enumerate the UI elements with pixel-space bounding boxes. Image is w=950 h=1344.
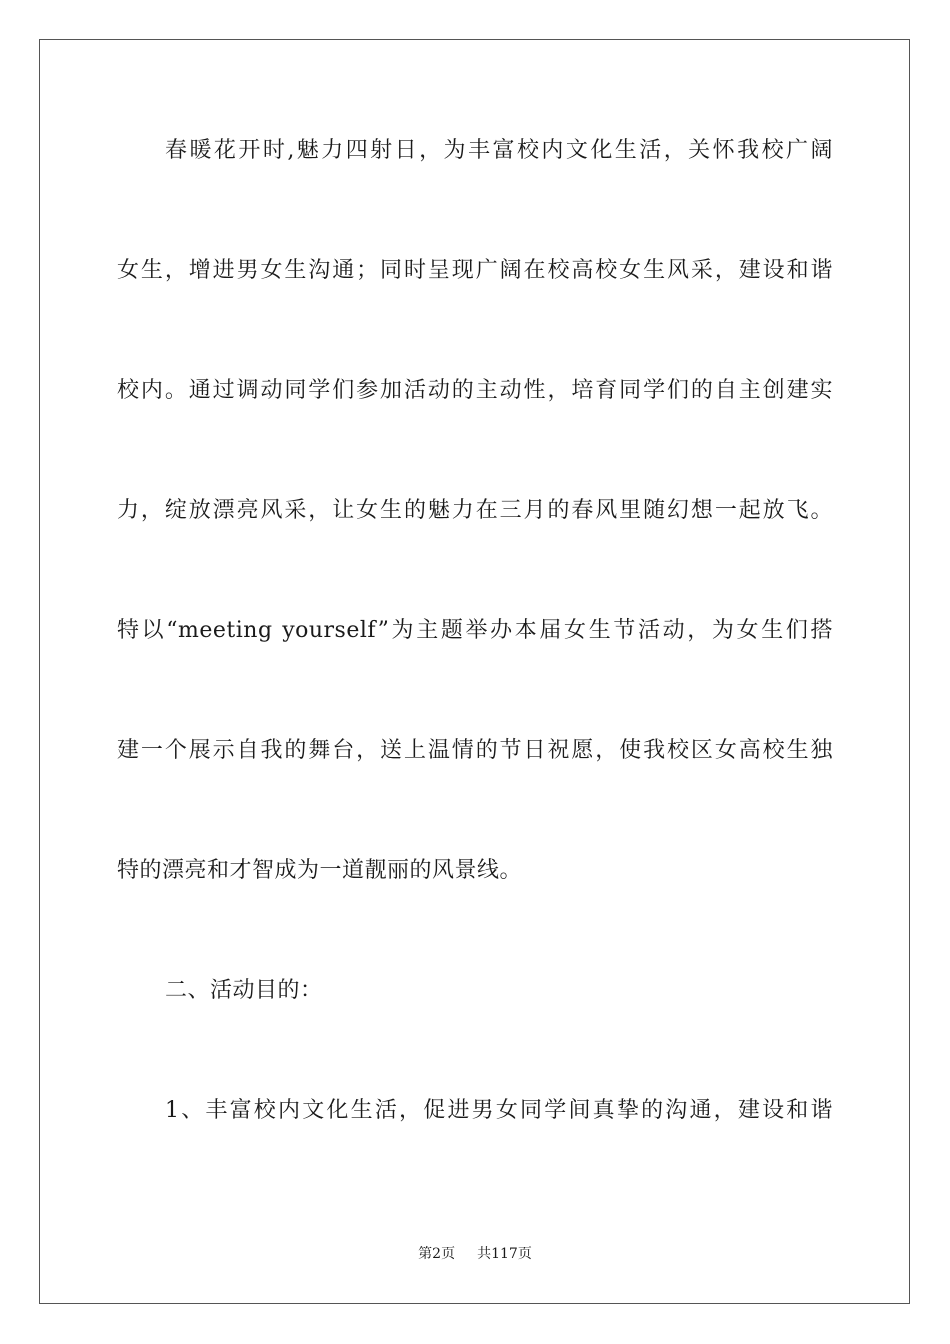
- paragraph-line-7: 特的漂亮和才智成为一道靓丽的风景线。: [117, 858, 523, 883]
- paragraph-line-4: 力，绽放漂亮风采，让女生的魅力在三月的春风里随幻想一起放飞。: [117, 498, 833, 523]
- paragraph-line-3: 校内。通过调动同学们参加活动的主动性，培育同学们的自主创建实: [117, 378, 833, 403]
- list-item-1: 1、丰富校内文化生活，促进男女同学间真挚的沟通，建设和谐: [165, 1098, 833, 1123]
- paragraph-line-6: 建一个展示自我的舞台，送上温情的节日祝愿，使我校区女高校生独: [117, 738, 833, 763]
- paragraph-line-5: 特以“meeting yourself”为主题举办本届女生节活动，为女生们搭: [117, 618, 833, 643]
- page-number: 第2页: [418, 1246, 456, 1262]
- section-heading: 二、活动目的：: [165, 978, 323, 1003]
- paragraph-line-1: 春暖花开时,魅力四射日，为丰富校内文化生活，关怀我校广阔: [165, 138, 833, 163]
- page-total: 共117页: [477, 1246, 532, 1262]
- paragraph-line-2: 女生，增进男女生沟通；同时呈现广阔在校高校女生风采，建设和谐: [117, 258, 833, 283]
- page-footer: [0, 1245, 950, 1263]
